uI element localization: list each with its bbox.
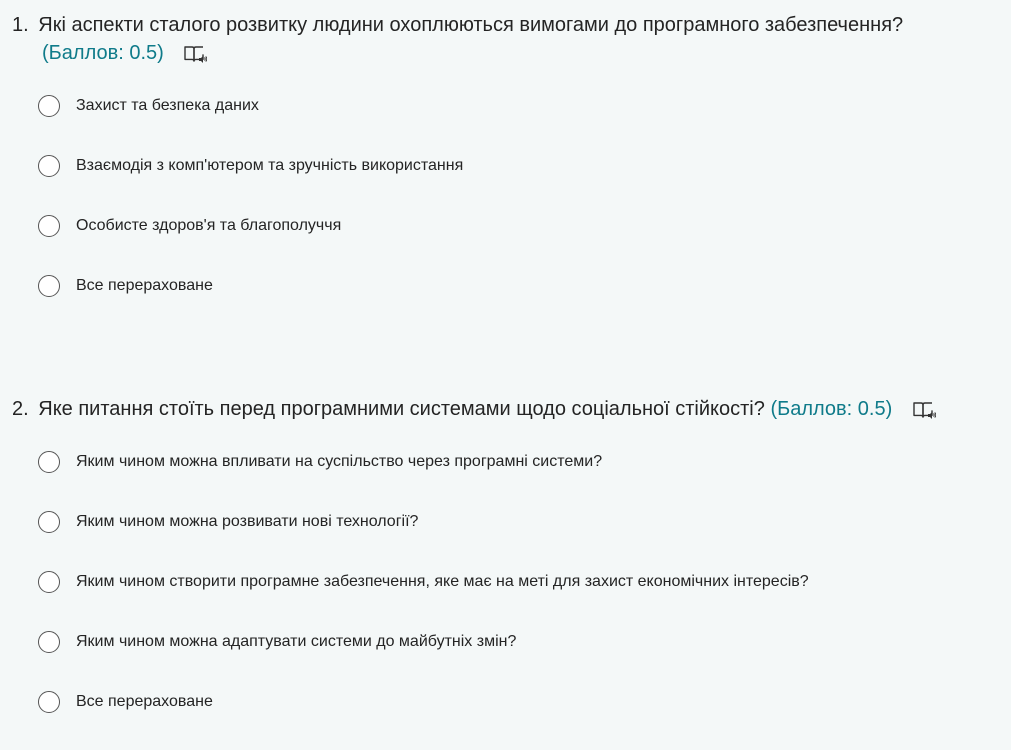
- answer-label: Яким чином створити програмне забезпечення, яке має на меті для захист економічних інтересів?: [76, 573, 809, 590]
- answer-option[interactable]: [38, 630, 809, 654]
- radio-button[interactable]: [38, 155, 60, 177]
- answer-option[interactable]: [38, 154, 463, 178]
- answer-option[interactable]: [38, 690, 809, 714]
- question-text: Яке питання стоїть перед програмними системами щодо соціальної стійкості?: [38, 398, 765, 420]
- points-wrap: [42, 40, 1011, 66]
- question-2: [0, 388, 1011, 710]
- answer-label: Все перераховане: [76, 693, 213, 710]
- answer-option[interactable]: [38, 94, 463, 118]
- answer-label: Яким чином можна розвивати нові технології?: [76, 513, 419, 530]
- question-1: [0, 0, 1011, 294]
- question-2-options: [38, 450, 809, 750]
- radio-button[interactable]: [38, 691, 60, 713]
- answer-option[interactable]: [38, 450, 809, 474]
- radio-button[interactable]: [38, 631, 60, 653]
- points-label: (Баллов: 0.5): [42, 42, 164, 64]
- answer-label: Яким чином можна адаптувати системи до майбутніх змін?: [76, 633, 517, 650]
- radio-button[interactable]: [38, 275, 60, 297]
- points-wrap: [770, 396, 935, 422]
- immersive-reader-icon[interactable]: [183, 43, 207, 65]
- question-1-options: [38, 94, 463, 334]
- answer-option[interactable]: [38, 510, 809, 534]
- answer-label: Все перераховане: [76, 277, 213, 294]
- answer-label: Особисте здоров'я та благополуччя: [76, 217, 342, 234]
- answer-label: Захист та безпека даних: [76, 97, 259, 114]
- answer-label: Яким чином можна впливати на суспільство через програмні системи?: [76, 453, 603, 470]
- immersive-reader-icon[interactable]: [912, 399, 936, 421]
- radio-button[interactable]: [38, 95, 60, 117]
- question-1-title: [12, 0, 1011, 66]
- radio-button[interactable]: [38, 511, 60, 533]
- answer-option[interactable]: [38, 214, 463, 238]
- answer-label: Взаємодія з комп'ютером та зручність використання: [76, 157, 464, 174]
- radio-button[interactable]: [38, 571, 60, 593]
- answer-option[interactable]: [38, 570, 809, 594]
- question-number: 1.: [12, 14, 29, 36]
- question-number: 2.: [12, 398, 29, 420]
- answer-option[interactable]: [38, 274, 463, 298]
- radio-button[interactable]: [38, 451, 60, 473]
- radio-button[interactable]: [38, 215, 60, 237]
- question-2-title: [12, 388, 1011, 422]
- question-text: Які аспекти сталого розвитку людини охоплюються вимогами до програмного забезпечення?: [38, 14, 904, 36]
- points-label: (Баллов: 0.5): [770, 398, 893, 420]
